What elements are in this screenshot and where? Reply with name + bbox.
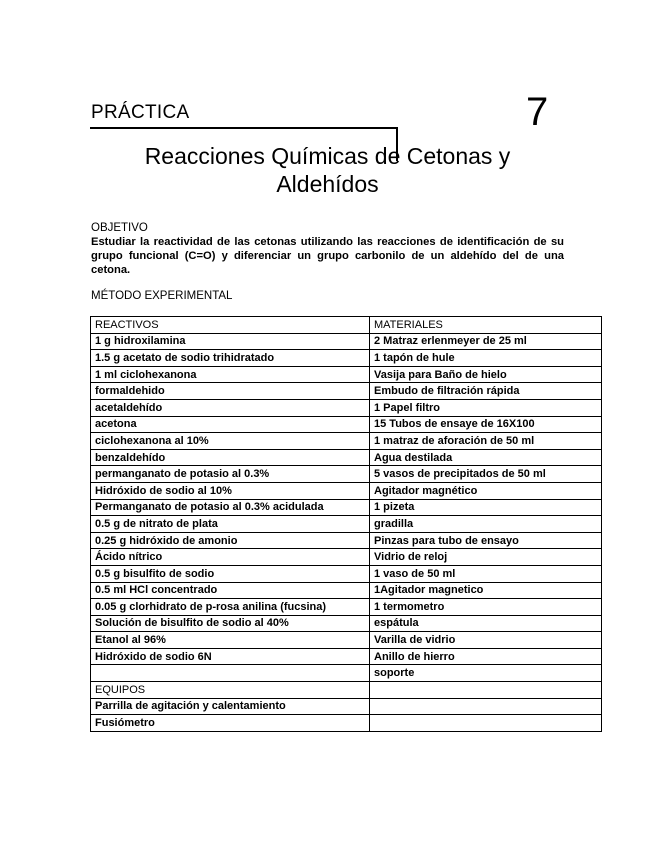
objective-heading: OBJETIVO (91, 222, 148, 234)
table-cell-left: Fusiómetro (91, 715, 370, 732)
objective-text: Estudiar la reactividad de las cetonas utilizando las reacciones de identificación de su grupo funcional (C=O) y diferenciar un grupo carbonilo de un aldehído del de una cetona. (91, 236, 564, 276)
materials-table (90, 316, 602, 732)
table-cell-right: 2 Matraz erlenmeyer de 25 ml (370, 333, 602, 350)
table-cell-right: Vasija para Baño de hielo (370, 366, 602, 383)
table-row (91, 333, 602, 350)
table-row (91, 366, 602, 383)
table-cell-left: 0.5 ml HCl concentrado (91, 582, 370, 599)
table-cell-right: Agitador magnético (370, 482, 602, 499)
table-cell-right: 1 termometro (370, 599, 602, 616)
table-cell-right: Vidrio de reloj (370, 549, 602, 566)
equipos-row (91, 698, 602, 715)
table-cell-left: ciclohexanona al 10% (91, 433, 370, 450)
practice-label: PRÁCTICA (91, 102, 190, 123)
method-heading: MÉTODO EXPERIMENTAL (91, 290, 233, 302)
table-row (91, 449, 602, 466)
table-row (91, 549, 602, 566)
table-cell-left: Solución de bisulfito de sodio al 40% (91, 615, 370, 632)
table-row (91, 466, 602, 483)
table-cell-left: Permanganato de potasio al 0.3% acidulada (91, 499, 370, 516)
table-row (91, 383, 602, 400)
table-cell-right: soporte (370, 665, 602, 682)
table-cell-left: Parrilla de agitación y calentamiento (91, 698, 370, 715)
table-cell-right: 1 tapón de hule (370, 350, 602, 367)
table-header-row (91, 317, 602, 334)
table-cell-right: Anillo de hierro (370, 648, 602, 665)
equipos-items (91, 698, 602, 731)
table-cell-left: Ácido nítrico (91, 549, 370, 566)
equipos-header: EQUIPOS (91, 682, 370, 699)
equipos-header-empty (370, 682, 602, 699)
table-row (91, 433, 602, 450)
table-cell-left: 0.05 g clorhidrato de p-rosa anilina (fucsina) (91, 599, 370, 616)
column-header-reactivos: REACTIVOS (91, 317, 370, 334)
table-cell-right: gradilla (370, 516, 602, 533)
table-cell-right: Embudo de filtración rápida (370, 383, 602, 400)
table-cell-left (91, 665, 370, 682)
table-cell-right: Agua destilada (370, 449, 602, 466)
table-cell-right: Pinzas para tubo de ensayo (370, 532, 602, 549)
table-cell-left: 1.5 g acetato de sodio trihidratado (91, 350, 370, 367)
table-cell-left: Hidróxido de sodio al 10% (91, 482, 370, 499)
table-row (91, 582, 602, 599)
table-cell-left: benzaldehído (91, 449, 370, 466)
table-cell-right: 1 pizeta (370, 499, 602, 516)
equipos-header-row (91, 682, 602, 699)
table-row (91, 632, 602, 649)
table-row (91, 482, 602, 499)
table-row (91, 399, 602, 416)
equipos-header-group (91, 682, 602, 699)
table-cell-left: 0.5 g bisulfito de sodio (91, 565, 370, 582)
table-row (91, 516, 602, 533)
table-row (91, 532, 602, 549)
table-row (91, 599, 602, 616)
table-row (91, 665, 602, 682)
table-cell-right: espátula (370, 615, 602, 632)
table-cell-left: 0.25 g hidróxido de amonio (91, 532, 370, 549)
header-rule-horizontal (90, 127, 398, 129)
table-cell-left: 0.5 g de nitrato de plata (91, 516, 370, 533)
table-header-group (91, 317, 602, 334)
table-cell-left: formaldehido (91, 383, 370, 400)
table-row (91, 565, 602, 582)
table-cell-right: 1 vaso de 50 ml (370, 565, 602, 582)
table-cell-right (370, 715, 602, 732)
table-cell-right: 15 Tubos de ensaye de 16X100 (370, 416, 602, 433)
table-row (91, 416, 602, 433)
table-cell-left: permanganato de potasio al 0.3% (91, 466, 370, 483)
table-cell-right: 1 matraz de aforación de 50 ml (370, 433, 602, 450)
table-cell-right: Varilla de vidrio (370, 632, 602, 649)
table-cell-left: Etanol al 96% (91, 632, 370, 649)
table-cell-left: 1 g hidroxilamina (91, 333, 370, 350)
table-cell-right: 5 vasos de precipitados de 50 ml (370, 466, 602, 483)
document-title: Reacciones Químicas de Cetonas y Aldehídos (144, 143, 511, 197)
table-cell-left: acetona (91, 416, 370, 433)
table-cell-right: 1 Papel filtro (370, 399, 602, 416)
equipos-row (91, 715, 602, 732)
table-cell-left: Hidróxido de sodio 6N (91, 648, 370, 665)
table-row (91, 648, 602, 665)
table-cell-left: 1 ml ciclohexanona (91, 366, 370, 383)
table-row (91, 350, 602, 367)
table-items (91, 333, 602, 681)
table-cell-right (370, 698, 602, 715)
column-header-materiales: MATERIALES (370, 317, 602, 334)
practice-number: 7 (526, 90, 549, 134)
table-cell-left: acetaldehído (91, 399, 370, 416)
table-cell-right: 1Agitador magnetico (370, 582, 602, 599)
table-row (91, 499, 602, 516)
table-row (91, 615, 602, 632)
